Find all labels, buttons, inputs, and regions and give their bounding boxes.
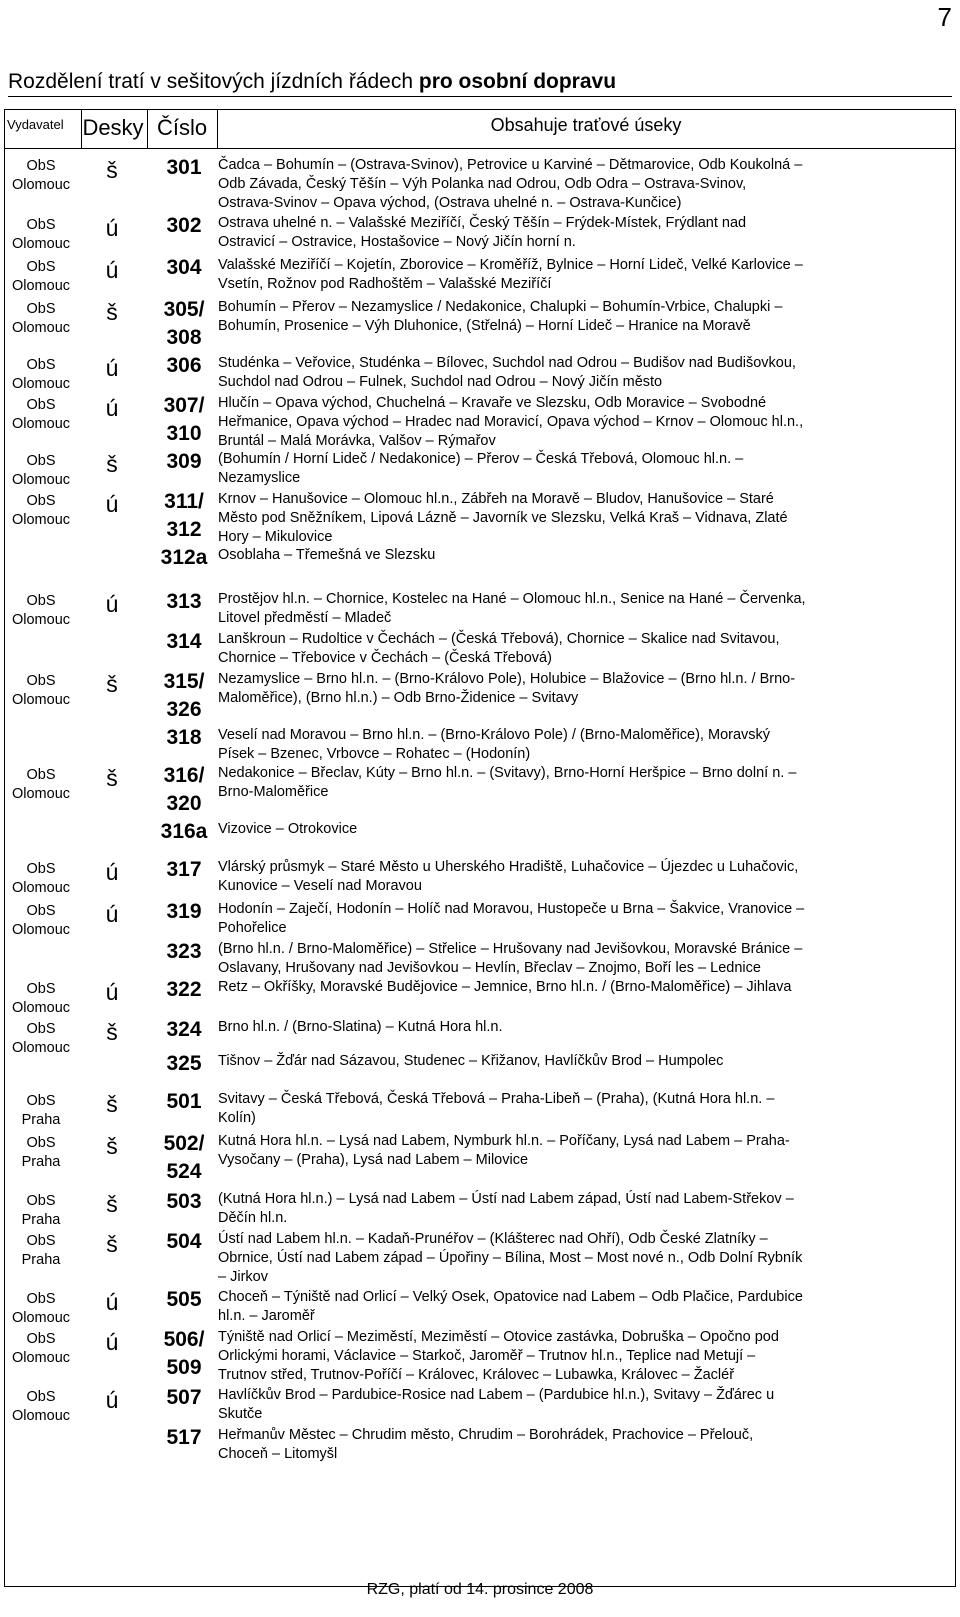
text-line: ObS — [26, 1233, 56, 1249]
text-line: 312a — [160, 546, 208, 569]
text-line: Trutnov střed, Trutnov-Poříčí – Královec, Královec – Lubawka, Královec – Žacléř — [218, 1367, 735, 1383]
line-number — [152, 1130, 216, 1186]
text-line: 319 — [166, 900, 202, 923]
desk-cell: š — [106, 765, 118, 791]
desk-cell: ú — [105, 1329, 119, 1355]
header-publisher: Vydavatel — [7, 117, 64, 132]
text-line: 305/ — [163, 298, 205, 321]
text-line: Olomouc — [11, 922, 71, 938]
text-line: Olomouc — [11, 612, 71, 628]
text-line: Praha — [21, 1252, 61, 1268]
text-line: Olomouc — [11, 880, 71, 896]
line-number — [152, 212, 216, 240]
text-line: Vizovice – Otrokovice — [218, 821, 358, 837]
line-number — [152, 296, 216, 352]
text-line: 505 — [166, 1288, 202, 1311]
text-line: ObS — [26, 673, 56, 689]
text-line: Valašské Meziříčí – Kojetín, Zborovice – Kroměříž, Bylnice – Horní Lideč, Velké Karlovice – — [218, 257, 803, 273]
text-line: 318 — [166, 726, 202, 749]
text-line: Olomouc — [11, 472, 71, 488]
section-text — [218, 1018, 954, 1037]
text-line: (Bohumín / Horní Lideč / Nedakonice) – Přerov – Česká Třebová, Olomouc hl.n. – — [218, 451, 744, 467]
text-line: 524 — [166, 1160, 202, 1183]
text-line: Heřmanice, Opava východ – Hradec nad Moravicí, Opava východ – Krnov – Olomouc hl.n., — [218, 414, 804, 430]
desk-cell: ú — [105, 355, 119, 381]
text-line: Tišnov – Žďár nad Sázavou, Studenec – Křižanov, Havlíčkův Brod – Humpolec — [218, 1053, 724, 1069]
publisher-cell — [4, 1388, 78, 1426]
publisher-cell — [4, 902, 78, 940]
line-number — [152, 1326, 216, 1382]
desk-cell: ú — [105, 395, 119, 421]
section-text — [218, 820, 954, 839]
section-text — [218, 1230, 954, 1287]
section-text — [218, 1190, 954, 1228]
text-line: Olomouc — [11, 278, 71, 294]
text-line: Praha — [21, 1212, 61, 1228]
text-line: Krnov – Hanušovice – Olomouc hl.n., Zábřeh na Moravě – Bludov, Hanušovice – Staré — [218, 491, 774, 507]
text-line: Vysočany – (Praha), Lysá nad Labem – Milovice — [218, 1152, 529, 1168]
desk-cell: ú — [105, 1387, 119, 1413]
text-line: Ostrava uhelné n. – Valašské Meziříčí, Český Těšín – Frýdek-Místek, Frýdlant nad — [218, 215, 747, 231]
line-number — [152, 154, 216, 182]
text-line: Kunovice – Veselí nad Moravou — [218, 878, 422, 894]
text-line: Brno-Maloměřice — [218, 784, 329, 800]
text-line: Týniště nad Orlicí – Meziměstí, Meziměstí – Otovice zastávka, Dobruška – Opočno pod — [218, 1329, 779, 1345]
section-text — [218, 1386, 954, 1424]
text-line: ObS — [26, 217, 56, 233]
publisher-cell — [4, 766, 78, 804]
text-line: ObS — [26, 453, 56, 469]
header-divider — [217, 110, 218, 148]
text-line: 301 — [166, 156, 202, 179]
page-number: 7 — [937, 2, 952, 32]
desk-cell: ú — [105, 591, 119, 617]
publisher-cell — [4, 860, 78, 898]
text-line: 304 — [166, 256, 202, 279]
text-line: ObS — [26, 493, 56, 509]
publisher-cell — [4, 1092, 78, 1130]
section-text — [218, 156, 954, 213]
text-line: Nezamyslice – Brno hl.n. – (Brno-Královo Pole), Holubice – Blažovice – (Brno hl.n. / Brno- — [218, 671, 796, 687]
text-line: Osoblaha – Třemešná ve Slezsku — [218, 547, 436, 563]
desk-cell: š — [106, 451, 118, 477]
text-line: Choceň – Týniště nad Orlicí – Velký Osek, Opatovice nad Labem – Odb Plačice, Pardubice — [218, 1289, 803, 1305]
text-line: 316a — [160, 820, 208, 843]
section-text — [218, 546, 954, 565]
text-line: Heřmanův Městec – Chrudim město, Chrudim – Borohrádek, Prachovice – Přelouč, — [218, 1427, 754, 1443]
text-line: Ústí nad Labem hl.n. – Kadaň-Prunéřov – (Klášterec nad Ohří), Odb České Zlatníky – — [218, 1231, 768, 1247]
section-text — [218, 858, 954, 896]
text-line: Kolín) — [218, 1110, 256, 1126]
line-number — [152, 588, 216, 616]
line-number — [152, 544, 216, 572]
text-line: 311/ — [164, 490, 204, 513]
text-line: Olomouc — [11, 416, 71, 432]
line-number — [152, 254, 216, 282]
section-text — [218, 726, 954, 764]
publisher-cell — [4, 1134, 78, 1172]
text-line: ObS — [26, 397, 56, 413]
line-number — [152, 898, 216, 926]
desk-cell: š — [106, 299, 118, 325]
section-text — [218, 450, 954, 488]
text-line: Olomouc — [11, 1040, 71, 1056]
publisher-cell — [4, 1330, 78, 1368]
text-line: Brno hl.n. / (Brno-Slatina) – Kutná Hora hl.n. — [218, 1019, 503, 1035]
text-line: Vsetín, Rožnov pod Radhoštěm – Valašské Meziříčí — [218, 276, 552, 292]
section-text — [218, 1090, 954, 1128]
text-line: ObS — [26, 1291, 56, 1307]
publisher-cell — [4, 396, 78, 434]
text-line: 315/ — [163, 670, 205, 693]
text-line: 307/ — [163, 394, 205, 417]
line-number — [152, 818, 216, 846]
desk-cell: š — [106, 671, 118, 697]
text-line: 324 — [166, 1018, 202, 1041]
text-line: Litovel předměstí – Mladeč — [218, 610, 392, 626]
text-line: Písek – Bzenec, Vrbovce – Rohatec – (Hodonín) — [218, 746, 531, 762]
text-line: ObS — [26, 861, 56, 877]
line-number — [152, 1228, 216, 1256]
line-number — [152, 628, 216, 656]
text-line: ObS — [26, 1093, 56, 1109]
publisher-cell — [4, 1232, 78, 1270]
line-number — [152, 1286, 216, 1314]
text-line: Praha — [21, 1154, 61, 1170]
text-line: Kutná Hora hl.n. – Lysá nad Labem, Nymburk hl.n. – Poříčany, Lysá nad Labem – Praha- — [218, 1133, 790, 1149]
section-text — [218, 1132, 954, 1170]
line-number — [152, 1188, 216, 1216]
publisher-cell — [4, 216, 78, 254]
desk-cell: ú — [105, 491, 119, 517]
section-text — [218, 940, 954, 978]
line-number — [152, 1384, 216, 1412]
text-line: Olomouc — [11, 1350, 71, 1366]
section-text — [218, 1288, 954, 1326]
desk-cell: ú — [105, 215, 119, 241]
desk-cell: ú — [105, 859, 119, 885]
publisher-cell — [4, 452, 78, 490]
text-line: Prostějov hl.n. – Chornice, Kostelec na Hané – Olomouc hl.n., Senice na Hané – Červenka, — [218, 591, 806, 607]
text-line: 316/ — [163, 764, 205, 787]
line-number — [152, 668, 216, 724]
text-line: Chornice – Třebovice v Čechách – (Česká Třebová) — [218, 650, 552, 666]
title-plain: Rozdělení tratí v sešitových jízdních řádech — [8, 70, 419, 93]
section-text — [218, 978, 954, 997]
text-line: 308 — [166, 326, 202, 349]
text-line: 325 — [166, 1052, 202, 1075]
publisher-cell — [4, 300, 78, 338]
text-line: Orlickými horami, Václavice – Starkoč, Jaroměř – Trutnov hl.n., Teplice nad Metují – — [218, 1348, 756, 1364]
text-line: 313 — [166, 590, 202, 613]
desk-cell: š — [106, 1231, 118, 1257]
text-line: Odb Závada, Český Těšín – Výh Polanka nad Odrou, Odb Odra – Ostrava-Svinov, — [218, 176, 747, 192]
line-number — [152, 856, 216, 884]
text-line: (Brno hl.n. / Brno-Maloměřice) – Střelice – Hrušovany nad Jevišovkou, Moravské Bránice – — [218, 941, 803, 957]
text-line: ObS — [26, 1389, 56, 1405]
text-line: ObS — [26, 1193, 56, 1209]
text-line: Obrnice, Ústí nad Labem západ – Úpořiny – Bílina, Most – Most nové n., Odb Dolní Rybník — [218, 1250, 803, 1266]
header-sections: Obsahuje traťové úseky — [490, 115, 682, 135]
text-line: Havlíčkův Brod – Pardubice-Rosice nad Labem – (Pardubice hl.n.), Svitavy – Žďárec u — [218, 1387, 775, 1403]
text-line: Hodonín – Zaječí, Hodonín – Holíč nad Moravou, Hustopeče u Brna – Šakvice, Vranovice – — [218, 901, 805, 917]
line-number — [152, 1424, 216, 1452]
text-line: Olomouc — [11, 786, 71, 802]
desk-cell: ú — [105, 1289, 119, 1315]
text-line: Svitavy – Česká Třebová, Česká Třebová – Praha-Libeň – (Praha), (Kutná Hora hl.n. – — [218, 1091, 775, 1107]
text-line: Děčín hl.n. — [218, 1210, 288, 1226]
text-line: 323 — [166, 940, 202, 963]
section-text — [218, 630, 954, 668]
publisher-cell — [4, 258, 78, 296]
section-text — [218, 590, 954, 628]
text-line: 506/ — [163, 1328, 205, 1351]
text-line: Choceň – Litomyšl — [218, 1446, 338, 1462]
section-text — [218, 354, 954, 392]
text-line: Suchdol nad Odrou – Fulnek, Suchdol nad Odrou – Nový Jičín město — [218, 374, 663, 390]
text-line: Veselí nad Moravou – Brno hl.n. – (Brno-Královo Pole) / (Brno-Maloměřice), Moravský — [218, 727, 771, 743]
text-line: Lanškroun – Rudoltice v Čechách – (Česká Třebová), Chornice – Skalice nad Svitavou, — [218, 631, 780, 647]
text-line: 317 — [166, 858, 202, 881]
text-line: ObS — [26, 357, 56, 373]
section-text — [218, 298, 954, 336]
line-number — [152, 448, 216, 476]
publisher-cell — [4, 1192, 78, 1230]
section-text — [218, 900, 954, 938]
text-line: ObS — [26, 1331, 56, 1347]
text-line: ObS — [26, 1021, 56, 1037]
text-line: 504 — [166, 1230, 202, 1253]
header-number: Číslo — [156, 115, 208, 140]
section-text — [218, 490, 954, 547]
text-line: Nezamyslice — [218, 470, 301, 486]
desk-cell: š — [106, 1191, 118, 1217]
header-desks: Desky — [82, 115, 144, 140]
text-line: Hory – Mikulovice — [218, 529, 333, 545]
text-line: Ostravicí – Ostravice, Hostašovice – Nový Jičín horní n. — [218, 234, 576, 250]
text-line: Ostrava-Svinov – Opava východ, (Ostrava uhelné n. – Ostrava-Kunčice) — [218, 195, 682, 211]
text-line: 326 — [166, 698, 202, 721]
section-text — [218, 670, 954, 708]
text-line: Olomouc — [11, 376, 71, 392]
text-line: Vlárský průsmyk – Staré Město u Uherského Hradiště, Luhačovice – Újezdec u Luhačovic, — [218, 859, 799, 875]
text-line: ObS — [26, 903, 56, 919]
text-line: Čadca – Bohumín – (Ostrava-Svinov), Petrovice u Karviné – Dětmarovice, Odb Koukolná – — [218, 157, 803, 173]
text-line: ObS — [26, 259, 56, 275]
desk-cell: š — [106, 1133, 118, 1159]
section-text — [218, 256, 954, 294]
line-number — [152, 938, 216, 966]
text-line: Hlučín – Opava východ, Chuchelná – Kravaře ve Slezsku, Odb Moravice – Svobodné — [218, 395, 767, 411]
page-footer: RZG, platí od 14. prosince 2008 — [366, 1581, 594, 1598]
text-line: Olomouc — [11, 1000, 71, 1016]
text-line: 501 — [166, 1090, 202, 1113]
text-line: hl.n. – Jaroměř — [218, 1308, 315, 1324]
text-line: Oslavany, Hrušovany nad Jevišovkou – Hevlín, Břeclav – Znojmo, Boří les – Lednice — [218, 960, 761, 976]
desk-cell: š — [106, 157, 118, 183]
text-line: Město pod Sněžníkem, Lipová Lázně – Javorník ve Slezsku, Velká Kraš – Vidnava, Zlaté — [218, 510, 788, 526]
text-line: Bohumín – Přerov – Nezamyslice / Nedakonice, Chalupki – Bohumín-Vrbice, Chalupki – — [218, 299, 783, 315]
desk-cell: ú — [105, 901, 119, 927]
section-text — [218, 1426, 954, 1464]
text-line: ObS — [26, 767, 56, 783]
line-number — [152, 1016, 216, 1044]
publisher-cell — [4, 492, 78, 530]
text-line: ObS — [26, 593, 56, 609]
text-line: Olomouc — [11, 177, 71, 193]
text-line: Skutče — [218, 1406, 263, 1422]
text-line: Olomouc — [11, 692, 71, 708]
line-number — [152, 724, 216, 752]
text-line: 507 — [166, 1386, 202, 1409]
publisher-cell — [4, 592, 78, 630]
text-line: Retz – Okříšky, Moravské Budějovice – Jemnice, Brno hl.n. / (Brno-Maloměřice) – Jihlava — [218, 979, 792, 995]
text-line: 302 — [166, 214, 202, 237]
publisher-cell — [4, 1020, 78, 1058]
section-text — [218, 394, 954, 451]
text-line: Studénka – Veřovice, Studénka – Bílovec, Suchdol nad Odrou – Budišov nad Budišovkou, — [218, 355, 796, 371]
line-number — [152, 352, 216, 380]
text-line: Olomouc — [11, 1310, 71, 1326]
desk-cell: ú — [105, 979, 119, 1005]
text-line: Bohumín, Prosenice – Výh Dluhonice, (Střelná) – Horní Lideč – Hranice na Moravě — [218, 318, 751, 334]
desk-cell: š — [106, 1091, 118, 1117]
text-line: ObS — [26, 1135, 56, 1151]
text-line: Pohořelice — [218, 920, 287, 936]
text-line: ObS — [26, 301, 56, 317]
line-number — [152, 762, 216, 818]
table-border-right — [955, 149, 956, 1586]
desk-cell: š — [106, 1019, 118, 1045]
title-underline — [8, 96, 952, 97]
publisher-cell — [4, 980, 78, 1018]
section-text — [218, 764, 954, 802]
text-line: Nedakonice – Břeclav, Kúty – Brno hl.n. – (Svitavy), Brno-Horní Heršpice – Brno dolní n. – — [218, 765, 797, 781]
publisher-cell — [4, 157, 78, 195]
text-line: (Kutná Hora hl.n.) – Lysá nad Labem – Ústí nad Labem západ, Ústí nad Labem-Střekov – — [218, 1191, 794, 1207]
page-title — [8, 70, 616, 94]
text-line: ObS — [26, 981, 56, 997]
publisher-cell — [4, 1290, 78, 1328]
text-line: Bruntál – Malá Morávka, Valšov – Rýmařov — [218, 433, 496, 449]
text-line: 322 — [166, 978, 202, 1001]
text-line: Olomouc — [11, 320, 71, 336]
line-number — [152, 1088, 216, 1116]
text-line: Maloměřice), (Brno hl.n.) – Odb Brno-Židenice – Svitavy — [218, 690, 579, 706]
publisher-cell — [4, 356, 78, 394]
text-line: 509 — [166, 1356, 202, 1379]
line-number — [152, 488, 216, 544]
text-line: 320 — [166, 792, 202, 815]
text-line: 309 — [166, 450, 202, 473]
line-number — [152, 976, 216, 1004]
publisher-cell — [4, 672, 78, 710]
text-line: 310 — [166, 422, 202, 445]
text-line: Olomouc — [11, 236, 71, 252]
text-line: Olomouc — [11, 512, 71, 528]
section-text — [218, 1052, 954, 1071]
text-line: 517 — [166, 1426, 202, 1449]
text-line: 503 — [166, 1190, 202, 1213]
text-line: – Jirkov — [218, 1269, 268, 1285]
title-bold: pro osobní dopravu — [418, 70, 617, 93]
text-line: 306 — [166, 354, 202, 377]
text-line: 502/ — [163, 1132, 205, 1155]
section-text — [218, 214, 954, 252]
section-text — [218, 1328, 954, 1385]
table-header — [4, 109, 956, 149]
text-line: ObS — [26, 158, 56, 174]
desk-cell: ú — [105, 257, 119, 283]
text-line: Praha — [21, 1112, 61, 1128]
text-line: 312 — [166, 518, 202, 541]
line-number — [152, 1050, 216, 1078]
text-line: 314 — [166, 630, 202, 653]
text-line: Olomouc — [11, 1408, 71, 1424]
line-number — [152, 392, 216, 448]
